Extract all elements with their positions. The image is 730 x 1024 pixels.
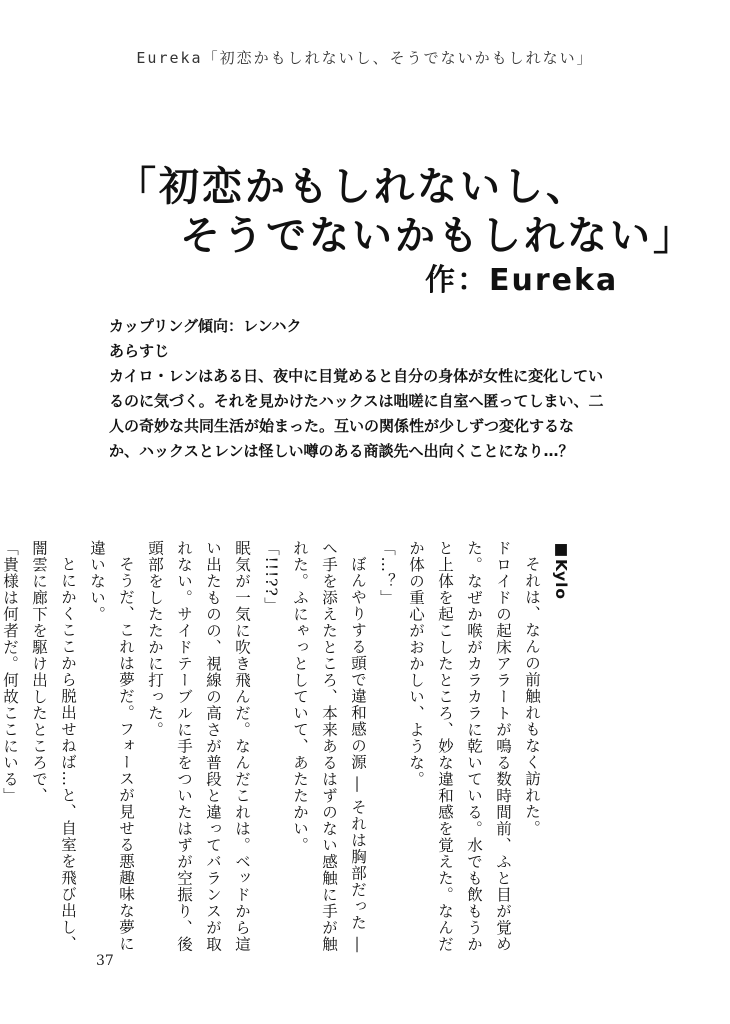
body-paragraph: とにかくここから脱出せねば…と、自室を飛び出し、闇雲に廊下を駆け出したところで、 xyxy=(30,540,77,952)
coupling-tag: カップリング傾向：レンハク xyxy=(109,317,302,335)
body-paragraph: ドロイドの起床アラートが鳴る数時間前、ふと目が覚めた。なぜか喉がカラカラに乾いている。水でも飲もうかと上体を起こしたところ、妙な違和感を覚えた。なんだか体の重心がおかしい、ような。 xyxy=(407,540,512,953)
body-paragraph: 眠気が一気に吹き飛んだ。なんだこれは。ベッドから這い出たものの、視線の高さが普段と違ってバランスが取れない。サイドテーブルに手をついたはずが空振り、後頭部をしたたかに打った。 xyxy=(146,540,251,953)
page-number: 37 xyxy=(96,953,114,969)
body-dialogue: 「貴様は何者だ。何故ここにいる」 xyxy=(1,540,19,804)
synopsis-line: カイロ・レンはある日、夜中に目覚めると自分の身体が女性に変化してい xyxy=(109,367,604,385)
synopsis-line: るのに気づく。それを見かけたハックスは咄嗟に自室へ匿ってしまい、二 xyxy=(109,392,604,410)
synopsis-line: 人の奇妙な共同生活が始まった。互いの関係性が少しずつ変化するな xyxy=(109,417,575,435)
body-paragraph: そうだ、これは夢だ。フォースが見せる悪趣味な夢に違いない。 xyxy=(88,540,135,952)
synopsis-label: あらすじ xyxy=(109,342,170,360)
body-paragraph: それは、なんの前触れもなく訪れた。 xyxy=(523,555,541,836)
body-dialogue: 「!!!??」 xyxy=(262,540,280,614)
story-title-line-1: 「初恋かもしれないし、 xyxy=(116,164,589,210)
body-paragraph: ぼんやりする頭で違和感の源 ― それは胸部だった ― へ手を添えたところ、本来あるはずのない感触に手が触れた。ふにゃっとしていて、あたたかい。 xyxy=(291,540,367,953)
story-body xyxy=(0,540,575,960)
synopsis-line: か、ハックスとレンは怪しい噂のある商談先へ出向くことになり…？ xyxy=(109,442,574,460)
synopsis xyxy=(109,364,609,464)
author-credit: 作：Eureka xyxy=(425,263,619,298)
story-title-line-2: そうでないかもしれない」 xyxy=(180,213,696,259)
body-dialogue: 「…？」 xyxy=(378,540,396,606)
section-heading: ■Kylo xyxy=(552,540,570,601)
running-header: Eureka「初恋かもしれないし、そうでないかもしれない」 xyxy=(136,49,594,67)
